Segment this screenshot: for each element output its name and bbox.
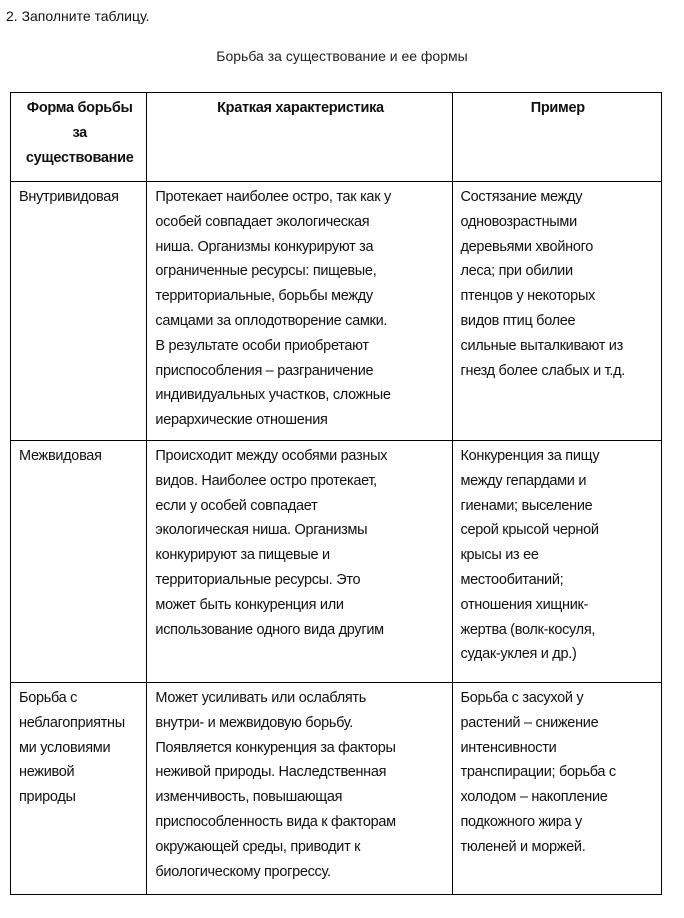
cell-text-line: приспособленность вида к факторам (155, 813, 396, 830)
form-cell (11, 683, 147, 895)
cell-text-line: Краткая характеристика (217, 100, 384, 116)
cell-text-line: серой крысой черной (460, 522, 599, 539)
cell-text-line: сильные выталкивают из (460, 337, 623, 354)
cell-text-line: индивидуальных участков, сложные (155, 387, 391, 404)
cell-text-line: деревьями хвойного (460, 238, 594, 255)
cell-text-line: гиенами; выселение (460, 497, 593, 514)
cell-text-line: Внутривидовая (19, 189, 119, 205)
cell-text-line: конкурируют за пищевые и (155, 547, 330, 564)
cell-text-line: птенцов у некоторых (460, 288, 596, 305)
cell-text-line: между гепардами и (460, 472, 587, 489)
cell-text-line: природы (19, 789, 76, 806)
header-description (147, 93, 452, 182)
cell-text-line: ми условиями (19, 739, 111, 756)
cell-text-line: ограниченные ресурсы: пищевые, (155, 263, 377, 280)
cell-text-line: судак-уклея и др.) (460, 646, 577, 663)
cell-text-line: биологическому прогрессу. (155, 863, 331, 880)
header-example (452, 93, 662, 182)
cell-text-line: В результате особи приобретают (155, 337, 369, 354)
cell-text-line: Состязание между (460, 189, 583, 205)
example-cell (452, 182, 662, 441)
cell-text-line: окружающей среды, приводит к (155, 838, 361, 855)
cell-text-line: территориальные ресурсы. Это (155, 571, 361, 588)
cell-text-line: изменчивость, повышающая (155, 789, 343, 806)
struggle-forms-table (10, 92, 662, 895)
cell-text-line: может быть конкуренция или (155, 596, 344, 613)
cell-text-line: жертва (волк-косуля, (460, 621, 596, 638)
cell-text-line: Борьба с засухой у (460, 690, 584, 706)
cell-text-line: существование (25, 149, 134, 166)
cell-text-line: леса; при обилии (460, 263, 573, 280)
cell-text-line: местообитаний; (460, 571, 564, 588)
cell-text-line: Происходит между особями разных (155, 448, 388, 464)
cell-text-line: за (72, 124, 87, 141)
description-cell (147, 182, 452, 441)
cell-text-line: транспирации; борьба с (460, 764, 616, 781)
cell-text-line: крысы из ее (460, 547, 539, 564)
description-cell (147, 441, 452, 683)
cell-text-line: видов. Наиболее остро протекает, (155, 472, 377, 489)
cell-text-line: растений – снижение (460, 714, 599, 731)
cell-text-line: иерархические отношения (155, 412, 328, 429)
cell-text-line: видов птиц более (460, 312, 576, 329)
cell-text-line: самцами за оплодотворение самки. (155, 312, 388, 329)
example-cell (452, 441, 662, 683)
cell-text-line: неблагоприятны (19, 714, 125, 731)
cell-text-line: Форма борьбы (26, 100, 133, 116)
cell-text-line: холодом – накопление (460, 789, 608, 806)
cell-text-line: если у особей совпадает (155, 497, 318, 514)
cell-text-line: использование одного вида другим (155, 621, 384, 638)
table-row (11, 683, 662, 895)
example-cell (452, 683, 662, 895)
cell-text-line: подкожного жира у (460, 813, 582, 830)
header-row (11, 93, 662, 182)
cell-text-line: отношения хищник- (460, 596, 589, 613)
cell-text-line: Появляется конкуренция за факторы (155, 739, 396, 756)
description-cell (147, 683, 452, 895)
cell-text-line: Межвидовая (19, 448, 102, 464)
cell-text-line: одновозрастными (460, 213, 577, 230)
table-row (11, 441, 662, 683)
cell-text-line: гнезд более слабых и т.д. (460, 362, 625, 379)
form-cell (11, 182, 147, 441)
cell-text-line: Может усиливать или ослаблять (155, 690, 367, 706)
table-row (11, 182, 662, 441)
cell-text-line: Конкуренция за пищу (460, 448, 600, 464)
cell-text-line: экологическая ниша. Организмы (155, 522, 368, 539)
header-form (11, 93, 147, 182)
form-cell (11, 441, 147, 683)
cell-text-line: интенсивности (460, 739, 557, 756)
cell-text-line: неживой природы. Наследственная (155, 764, 387, 781)
cell-text-line: Борьба с (19, 690, 78, 706)
cell-text-line: территориальные, борьбы между (155, 288, 373, 305)
cell-text-line: Пример (530, 100, 585, 116)
table-title: Борьба за существование и ее формы (216, 48, 468, 64)
cell-text-line: неживой (19, 764, 75, 781)
cell-text-line: внутри- и межвидовую борьбу. (155, 714, 354, 731)
cell-text-line: Протекает наиболее остро, так как у (155, 189, 391, 205)
cell-text-line: тюленей и моржей. (460, 838, 586, 855)
cell-text-line: ниша. Организмы конкурируют за (155, 238, 374, 255)
cell-text-line: приспособления – разграничение (155, 362, 374, 379)
cell-text-line: особей совпадает экологическая (155, 213, 370, 230)
task-heading: 2. Заполните таблицу. (6, 8, 150, 24)
